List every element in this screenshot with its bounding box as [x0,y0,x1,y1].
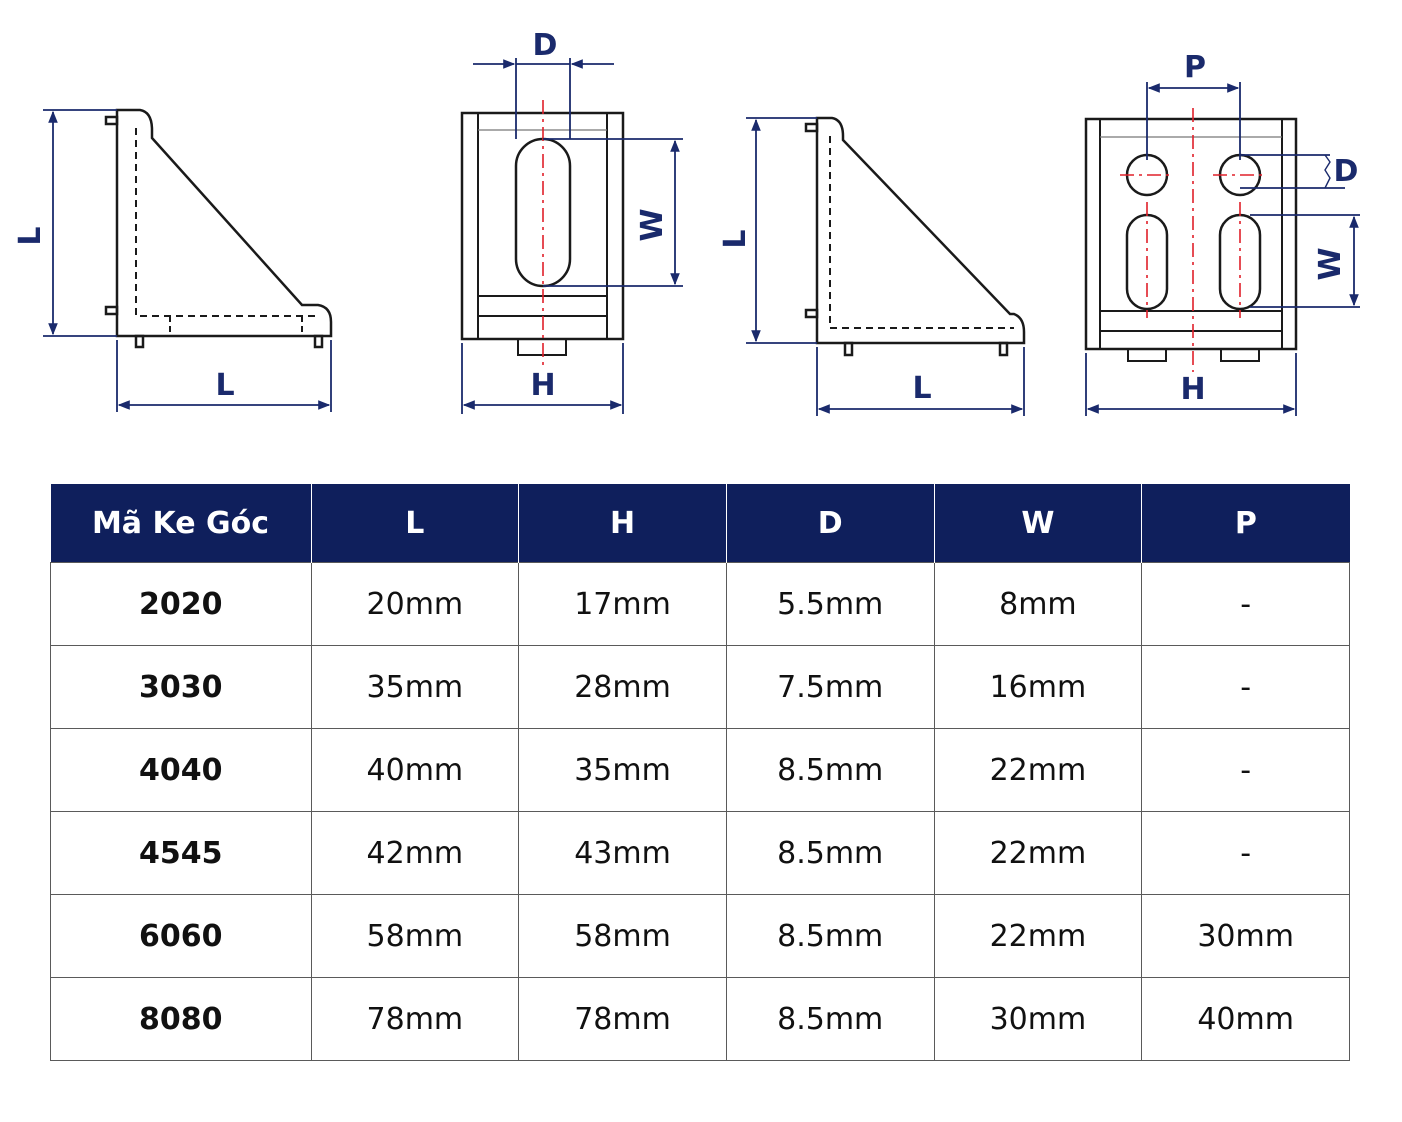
cell-h: 35mm [519,729,727,812]
dim-label-h: H [530,368,556,403]
cell-h: 58mm [519,895,727,978]
cell-code: 6060 [51,895,312,978]
front-view-large-centerlines [1120,108,1267,372]
dim-label-l-horizontal-large: L [912,371,932,406]
dim-label-d-large: D [1333,154,1359,189]
cell-w: 16mm [934,646,1142,729]
header-code: Mã Ke Góc [51,484,312,563]
cell-w: 22mm [934,729,1142,812]
cell-p: 40mm [1142,978,1350,1061]
cell-l: 40mm [311,729,519,812]
cell-d: 8.5mm [726,978,934,1061]
table-row [51,729,1350,812]
cell-d: 8.5mm [726,812,934,895]
cell-l: 58mm [311,895,519,978]
cell-code: 8080 [51,978,312,1061]
side-view-small [106,110,331,347]
header-h: H [519,484,727,563]
cell-h: 28mm [519,646,727,729]
cell-p: - [1142,729,1350,812]
cell-p: - [1142,646,1350,729]
cell-code: 4040 [51,729,312,812]
dim-label-h-large: H [1180,372,1206,407]
cell-code: 2020 [51,563,312,646]
side-view-small-dims [43,110,331,412]
cell-l: 78mm [311,978,519,1061]
cell-code: 4545 [51,812,312,895]
cell-p: - [1142,563,1350,646]
dim-label-w-large: W [1313,247,1348,281]
dim-label-l-vertical-large: L [718,229,753,249]
dim-label-l-vertical: L [13,226,48,246]
cell-w: 22mm [934,812,1142,895]
cell-l: 20mm [311,563,519,646]
header-l: L [311,484,519,563]
table-row [51,978,1350,1061]
table-row [51,812,1350,895]
technical-drawings [0,0,1402,460]
dim-label-w: W [635,208,670,242]
cell-l: 35mm [311,646,519,729]
cell-p: 30mm [1142,895,1350,978]
header-p: P [1142,484,1350,563]
table-row [51,895,1350,978]
cell-h: 43mm [519,812,727,895]
cell-d: 5.5mm [726,563,934,646]
table-row [51,646,1350,729]
side-view-large-dims [746,118,1024,416]
header-w: W [934,484,1142,563]
cell-d: 7.5mm [726,646,934,729]
cell-d: 8.5mm [726,895,934,978]
dim-label-p: P [1184,50,1206,85]
dim-label-l-horizontal: L [215,368,235,403]
cell-h: 78mm [519,978,727,1061]
dim-label-d: D [532,28,558,63]
cell-w: 8mm [934,563,1142,646]
cell-d: 8.5mm [726,729,934,812]
cell-l: 42mm [311,812,519,895]
cell-code: 3030 [51,646,312,729]
table-header-row [51,484,1350,563]
side-view-large [806,118,1024,355]
cell-w: 30mm [934,978,1142,1061]
table-row [51,563,1350,646]
header-d: D [726,484,934,563]
cell-w: 22mm [934,895,1142,978]
spec-table [50,484,1350,1061]
cell-p: - [1142,812,1350,895]
cell-h: 17mm [519,563,727,646]
